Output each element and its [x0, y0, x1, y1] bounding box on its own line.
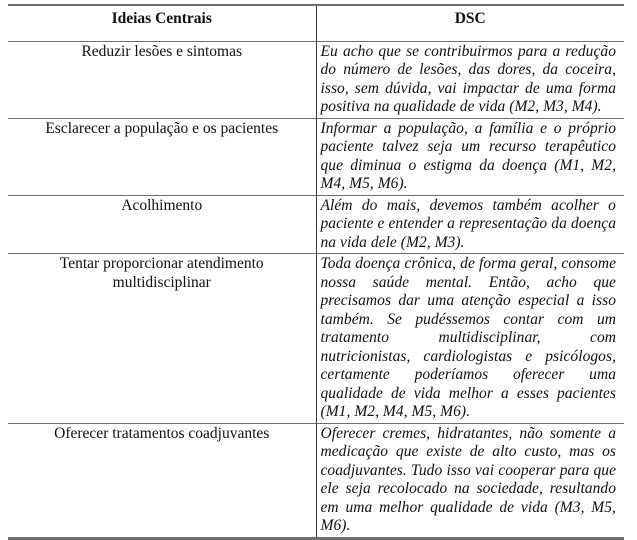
dsc-text: Informar a população, a família e o próprio paciente talvez seja um recurso terapêutico que diminua o estigma da doença (M1, M2, M4, M5, M6). — [320, 119, 616, 192]
table-row — [8, 423, 624, 538]
central-ideas-dsc-table — [8, 4, 624, 540]
dsc-cell — [316, 41, 624, 118]
table-row — [8, 254, 624, 424]
header-dsc: DSC — [454, 10, 486, 27]
central-idea-cell: Esclarecer a população e os pacientes — [8, 118, 316, 195]
dsc-cell — [316, 195, 624, 254]
header-ideias-centrais: Ideias Centrais — [8, 5, 316, 41]
central-idea-cell: Reduzir lesões e sintomas — [8, 41, 316, 118]
dsc-text: Além do mais, devemos também acolher o paciente e entender a representação da doença na vida dele (M2, M3). — [320, 196, 616, 251]
dsc-text: Oferecer cremes, hidratantes, não somente a medicação que existe de alto custo, mas os coadjuvantes. Tudo isso vai cooperar para que ele seja recolocado na sociedade, resultando em uma melhor qualidade de vida (M3, M5, M6). — [320, 424, 616, 534]
table-row — [8, 41, 624, 118]
dsc-text: Toda doença crônica, de forma geral, consome nossa saúde mental. Então, acho que precisamos dar uma atenção especial a isso também. Se pudéssemos contar com um tratamento multidisciplinar, com nutricionistas, cardiologistas e psicólogos, certamente poderíamos oferecer uma qualidade de vida melhor a esses pacientes (M1, M2, M4, M5, M6). — [320, 255, 616, 420]
table-body — [8, 41, 624, 538]
dsc-cell — [316, 118, 624, 195]
header-row — [8, 5, 624, 41]
dsc-cell — [316, 254, 624, 424]
central-idea-cell: Oferecer tratamentos coadjuvantes — [8, 423, 316, 538]
table-header — [8, 5, 624, 41]
central-idea-cell: Tentar proporcionar atendimento multidisciplinar — [8, 254, 316, 424]
table-row — [8, 118, 624, 195]
dsc-text: Eu acho que se contribuirmos para a redução do número de lesões, das dores, da coceira, isso, sem dúvida, vai impactar de uma forma positiva na qualidade de vida (M2, M3, M4). — [320, 42, 616, 115]
dsc-cell — [316, 423, 624, 538]
central-idea-cell: Acolhimento — [8, 195, 316, 254]
table-row — [8, 195, 624, 254]
